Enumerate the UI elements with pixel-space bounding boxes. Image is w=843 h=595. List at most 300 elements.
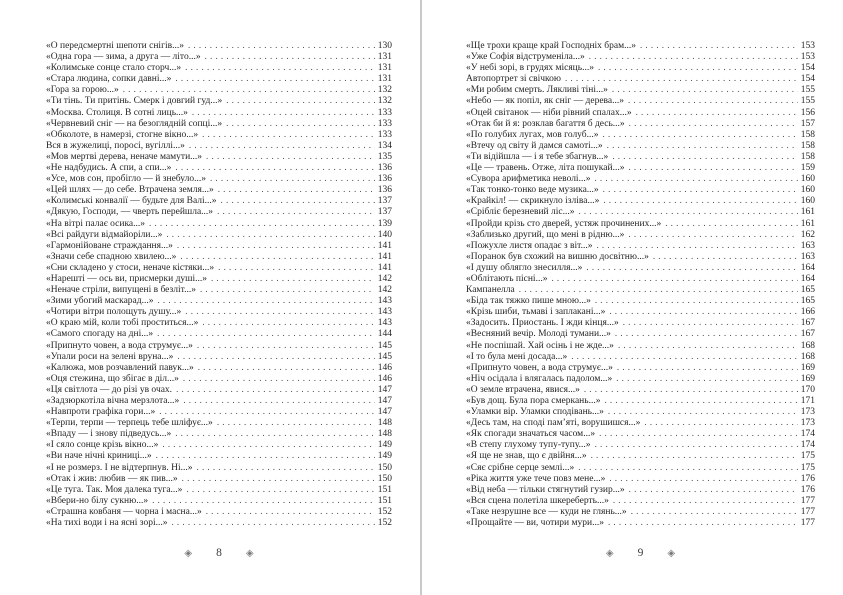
dot-leader [185,306,374,317]
toc-list-right [466,40,815,528]
dot-leader [221,195,375,206]
toc-entry-page: 143 [377,296,392,307]
toc-entry-title: «Ми робим смерть. Лякливі тіні...» [466,85,608,96]
dot-leader [176,384,375,395]
dot-leader [206,506,375,517]
toc-entry-title: «Це — травень. Отже, літа пошукай...» [466,163,625,174]
toc-entry-title: «Значи себе спадною хвилею...» [46,251,177,262]
toc-entry [466,406,815,417]
toc-entry [466,95,815,106]
toc-entry-title: «О передсмертні шепоти снігів...» [46,41,184,51]
toc-entry [466,151,815,162]
toc-entry [46,118,392,129]
toc-entry [46,306,392,317]
toc-entry-title: «Як спогади значаться часом...» [466,429,596,440]
toc-entry [46,107,392,118]
toc-entry-title: «Впаду — і знову підведусь...» [46,429,172,440]
dot-leader [152,495,375,506]
toc-entry [46,395,392,406]
toc-entry [46,240,392,251]
toc-entry-title: «Ти тінь. Ти притінь. Смерк і довгий гуд...» [46,96,223,107]
toc-entry [466,462,815,473]
toc-entry-page: 160 [800,174,815,185]
toc-entry-page: 133 [377,107,392,118]
toc-entry-title: «Припнуто човен, а вода струмує...» [466,362,613,373]
dot-leader [157,295,374,306]
toc-entry [46,184,392,195]
toc-entry-page: 149 [377,451,392,462]
toc-entry-title: Автопортрет зі свічкою [466,74,561,85]
dot-leader [578,462,798,473]
toc-entry [46,284,392,295]
toc-entry-page: 152 [377,518,392,529]
toc-entry [46,51,392,62]
toc-entry-title: «Був дощ. Була пора смеркань...» [466,396,601,406]
toc-entry [466,118,815,129]
dot-leader [159,406,375,417]
dot-leader [589,51,798,62]
dot-leader [599,428,798,439]
toc-entry-page: 156 [800,107,815,118]
toc-entry-title: «Зими убогий маскарад...» [46,296,154,307]
toc-entry [46,251,392,262]
toc-entry-page: 154 [800,63,815,74]
toc-entry [466,306,815,317]
toc-entry-page: 140 [377,229,392,240]
toc-entry-page: 148 [377,429,392,440]
toc-entry-page: 161 [800,218,815,229]
toc-entry-title: «Срібліє березневий ліс...» [466,207,575,218]
toc-entry-page: 141 [377,262,392,273]
dot-leader [603,129,798,140]
toc-entry [46,62,392,73]
toc-entry [466,218,815,229]
toc-entry [466,251,815,262]
toc-entry-title: «Ти відійшла — і я тебе збагнув...» [466,151,609,162]
toc-entry-title: «Задзюркотіла вічна мерзлота...» [46,396,180,406]
toc-entry-page: 134 [377,140,392,151]
dot-leader [665,218,798,229]
dot-leader [595,439,798,450]
toc-entry [466,439,815,450]
toc-entry [466,395,815,406]
toc-entry-title: «Самого спогаду на дні...» [46,329,154,340]
toc-entry-title: «Сувора арифметика неволі...» [466,174,591,185]
dot-leader [162,439,374,450]
toc-entry-page: 173 [800,418,815,429]
toc-entry [46,362,392,373]
toc-entry-title: Вся в жужелиці, поросі, вугіллі...» [46,140,185,151]
toc-entry-page: 150 [377,462,392,473]
toc-entry [46,417,392,428]
toc-entry-title: «Я ще не знав, що є двійня...» [466,451,587,462]
dot-leader [157,328,375,339]
toc-entry [46,151,392,162]
dot-leader [218,262,375,273]
toc-entry-title: «І не розмерз. І не відтерпнув. Ні...» [46,462,193,473]
dot-leader [200,284,375,295]
toc-entry-title: «Уламки вір. Уламки сподівань...» [466,407,604,418]
dot-leader [186,484,374,495]
toc-entry-page: 177 [800,506,815,517]
dot-leader [618,340,798,351]
toc-entry-title: «Всі райдуги відмайоріли...» [46,229,163,240]
dot-leader [609,306,797,317]
toc-entry [46,173,392,184]
toc-entry [46,295,392,306]
toc-entry-page: 151 [377,484,392,495]
toc-entry-page: 168 [800,351,815,362]
toc-entry-page: 164 [800,273,815,284]
toc-entry-page: 163 [800,240,815,251]
toc-entry [46,462,392,473]
dot-leader [226,95,375,106]
toc-entry-title: «Мов мертві дерева, неначе мамути...» [46,151,203,162]
toc-entry-title: «Не поспішай. Хай осінь і не жде...» [466,340,614,351]
toc-entry-page: 143 [377,318,392,329]
toc-entry [46,484,392,495]
toc-entry [46,328,392,339]
toc-entry [466,73,815,84]
toc-entry-title: «Колимське сонце стало сторч...» [46,63,182,74]
toc-entry [466,362,815,373]
dot-leader [571,351,798,362]
toc-entry-title: «Нарешті — ось ви, присмерки душі...» [46,273,207,284]
toc-entry-page: 133 [377,118,392,129]
toc-entry-title: «Отак і жив: любив — як пив...» [46,473,178,484]
dot-leader [612,151,797,162]
dot-leader [180,251,374,262]
dot-leader [644,417,797,428]
dot-leader [210,173,375,184]
dot-leader [594,173,797,184]
dot-leader [628,229,797,240]
diamond-ornament-icon: ◈ [184,547,193,559]
toc-entry [46,195,392,206]
toc-entry [466,62,815,73]
toc-entry [466,428,815,439]
dot-leader [206,151,375,162]
toc-entry [466,107,815,118]
toc-entry-page: 161 [800,207,815,218]
dot-leader [629,484,798,495]
dot-leader [202,317,374,328]
toc-entry-title: «Облітають пісні...» [466,273,548,284]
toc-entry [46,495,392,506]
toc-entry [46,384,392,395]
toc-entry [46,162,392,173]
toc-entry-page: 158 [800,140,815,151]
toc-entry [46,73,392,84]
dot-leader [182,473,375,484]
dot-leader [202,129,375,140]
dot-leader [653,251,798,262]
toc-entry-title: «Весняний вечір. Молоді тумани...» [466,329,611,340]
toc-entry-page: 175 [800,451,815,462]
dot-leader [211,273,375,284]
toc-entry-page: 137 [377,196,392,207]
toc-entry [466,317,815,328]
toc-entry-title: «Колимські конвалії — будьте для Валі...» [46,196,217,207]
toc-entry-title: «На вітрі палає осика...» [46,218,146,229]
toc-entry-title: «Стара людина, сопки давні...» [46,74,172,85]
toc-entry [46,450,392,461]
toc-entry-title: «Гармонійоване страждання...» [46,240,173,251]
dot-leader [631,506,798,517]
toc-entry-title: «Пожухле листя опадає з віт...» [466,240,593,251]
toc-entry-title: «О земле втрачена, явися...» [466,384,580,395]
toc-entry [466,206,815,217]
toc-entry-title: «Від неба — тільки стягнутий гузир...» [466,484,625,495]
dot-leader [171,517,374,528]
toc-entry-page: 162 [800,229,815,240]
toc-entry [466,517,815,528]
toc-entry-title: «І то була мені досада...» [466,351,568,362]
toc-entry-title: «Заблизько другий, що мені в рідню...» [466,229,625,240]
dot-leader [586,262,797,273]
toc-entry [466,351,815,362]
toc-entry-page: 132 [377,96,392,107]
dot-leader [218,184,375,195]
dot-leader [183,373,375,384]
toc-entry [466,273,815,284]
toc-entry-page: 142 [377,273,392,284]
toc-entry-title: «Неначе стріли, випущені в безліт...» [46,285,196,296]
toc-entry-title: «Прощайте — ви, чотири мури...» [466,518,604,529]
dot-leader [617,362,798,373]
toc-entry-title: «Ви наче нічні криниці...» [46,451,152,462]
dot-leader [604,395,797,406]
toc-entry [466,328,815,339]
toc-entry-page: 131 [377,63,392,74]
toc-entry-page: 155 [800,85,815,96]
toc-entry-page: 155 [800,96,815,107]
toc-list-left [46,40,392,528]
toc-entry-page: 165 [800,296,815,307]
toc-entry-page: 143 [377,307,392,318]
toc-entry-page: 141 [377,251,392,262]
dot-leader [565,73,798,84]
toc-entry-page: 153 [800,52,815,63]
toc-entry-page: 154 [800,74,815,85]
dot-leader [198,362,375,373]
diamond-ornament-icon: ◈ [605,547,614,559]
dot-leader [189,140,375,151]
dot-leader [608,406,798,417]
toc-entry-page: 141 [377,240,392,251]
dot-leader [192,107,375,118]
toc-entry [46,262,392,273]
dot-leader [628,95,798,106]
toc-entry [46,506,392,517]
toc-entry [466,417,815,428]
dot-leader [628,162,797,173]
toc-entry-page: 176 [800,473,815,484]
toc-entry-title: «Ця світлота — до різі ув очах. [46,384,173,395]
toc-entry-title: «Гора за горою...» [46,85,119,96]
toc-entry-title: «Обколоте, в намерзі, стогне вікно...» [46,129,199,140]
toc-entry-title: «Сяє срібне серце землі...» [466,462,575,473]
toc-entry [46,428,392,439]
toc-entry-page: 176 [800,484,815,495]
toc-entry-title: «По голубих лугах, мов голуб...» [466,129,599,140]
toc-entry-page: 136 [377,174,392,185]
dot-leader [175,162,374,173]
toc-entry [46,40,392,51]
toc-page-left [46,40,392,595]
dot-leader [615,328,798,339]
toc-entry [46,229,392,240]
toc-entry-title: «О краю мій, коли тобі проститься...» [46,318,199,329]
page-number-right: 9 [637,547,644,559]
dot-leader [616,373,798,384]
dot-leader [612,84,798,95]
toc-entry-page: 132 [377,85,392,96]
toc-entry-page: 160 [800,185,815,196]
toc-entry-title: «І душу облягло знесилля...» [466,262,583,273]
dot-leader [603,195,797,206]
toc-entry-page: 147 [377,396,392,406]
toc-entry-title: «Усе, мов сон, пробігло — й знебуло...» [46,174,206,185]
toc-entry-title: «Так тонко-тонко веде музика...» [466,185,599,196]
toc-entry [46,317,392,328]
dot-leader [584,384,798,395]
toc-entry [466,295,815,306]
toc-entry-page: 131 [377,52,392,63]
toc-entry-title: «Отак би й я: розклав багаття б десь...» [466,118,625,129]
dot-leader [598,62,798,73]
diamond-ornament-icon: ◈ [667,547,676,559]
toc-entry-page: 171 [800,396,815,406]
toc-entry-title: «Ріка життя уже тече повз мене...» [466,473,606,484]
toc-entry-page: 173 [800,407,815,418]
dot-leader [608,517,798,528]
dot-leader [636,107,798,118]
toc-entry-page: 142 [377,285,392,296]
toc-entry-title: «Вся сцена полетіла шкереберть...» [466,495,609,506]
toc-entry [46,473,392,484]
toc-entry-page: 147 [377,384,392,395]
page-gutter-divider [420,0,422,595]
dot-leader [197,462,375,473]
toc-entry [466,240,815,251]
toc-entry-page: 147 [377,407,392,418]
dot-leader [197,340,375,351]
toc-entry-page: 158 [800,151,815,162]
toc-entry-title: «Крайкіл! — скрикнуло ізліва...» [466,196,600,207]
toc-entry-page: 165 [800,285,815,296]
toc-entry [466,162,815,173]
dot-leader [217,417,375,428]
toc-entry-page: 148 [377,418,392,429]
toc-entry-title: «У небі зорі, в грудях місяць...» [466,63,594,74]
toc-entry [46,517,392,528]
toc-entry-page: 137 [377,207,392,218]
toc-entry-title: «Ще трохи краще край Господніх брам...» [466,41,636,51]
toc-entry [466,140,815,151]
toc-entry-title: Кампанелла [466,285,515,296]
toc-entry [46,140,392,151]
toc-entry-page: 177 [800,495,815,506]
toc-entry [466,173,815,184]
dot-leader [578,206,797,217]
dot-leader [591,450,798,461]
dot-leader [603,184,798,195]
dot-leader [177,351,374,362]
dot-leader [609,473,797,484]
toc-entry-page: 131 [377,74,392,85]
toc-entry-title: «Чотири вітри полощуть душу...» [46,307,182,318]
toc-entry-page: 167 [800,329,815,340]
toc-entry-page: 145 [377,351,392,362]
toc-entry-page: 157 [800,118,815,129]
dot-leader [519,284,798,295]
page-number-left: 8 [216,547,222,559]
toc-entry [46,84,392,95]
dot-leader [175,73,374,84]
toc-entry-title: «Пройди крізь сто дверей, устяж прочинених...» [466,218,662,229]
dot-leader [595,295,798,306]
toc-entry-page: 130 [377,41,392,51]
toc-entry-page: 145 [377,340,392,351]
toc-entry-page: 159 [800,163,815,174]
toc-entry [466,484,815,495]
toc-entry-page: 136 [377,185,392,196]
toc-entry-page: 150 [377,473,392,484]
toc-entry-page: 167 [800,318,815,329]
toc-entry-page: 153 [800,41,815,51]
toc-entry-title: «Припнуто човен, а вода струмує...» [46,340,193,351]
toc-entry-title: «Втечу од світу й дамся самоті...» [466,140,603,151]
dot-leader [188,40,375,51]
toc-entry [46,340,392,351]
toc-page-right [466,40,815,595]
toc-entry-title: «Навпроти графіка гори...» [46,407,156,418]
dot-leader [123,84,375,95]
toc-entry-title: «Уже Софія відструменіла...» [466,52,585,63]
toc-entry [466,473,815,484]
dot-leader [183,395,374,406]
dot-leader [551,273,797,284]
toc-entry [466,262,815,273]
toc-entry-page: 174 [800,429,815,440]
dot-leader [629,118,798,129]
toc-entry-title: «Не надбудись. А спи, а спи...» [46,163,172,174]
page-footer-right [466,548,815,560]
toc-entry-title: «Одна гора — зима, а друга — літо...» [46,52,201,63]
toc-entry-page: 149 [377,440,392,451]
toc-entry-page: 177 [800,518,815,529]
toc-entry-title: «В степу глухому тупу-тупу...» [466,440,591,451]
toc-entry-page: 158 [800,129,815,140]
toc-entry [46,351,392,362]
toc-entry-page: 146 [377,373,392,384]
toc-entry-page: 174 [800,440,815,451]
toc-entry [46,95,392,106]
toc-entry-title: «Це туга. Так. Моя далека туга...» [46,484,183,495]
toc-entry [466,195,815,206]
toc-entry-title: «Москва. Столиця. В сотні лиць...» [46,107,188,118]
toc-entry-page: 169 [800,362,815,373]
toc-entry [466,340,815,351]
dot-leader [596,240,797,251]
dot-leader [640,40,798,51]
toc-entry-page: 168 [800,340,815,351]
toc-entry-title: «Цей шлях — до себе. Втрачена земля...» [46,185,214,196]
toc-entry-page: 133 [377,129,392,140]
toc-entry-title: «Поранок був схожий на вишню досвітню...» [466,251,649,262]
toc-entry-page: 136 [377,163,392,174]
